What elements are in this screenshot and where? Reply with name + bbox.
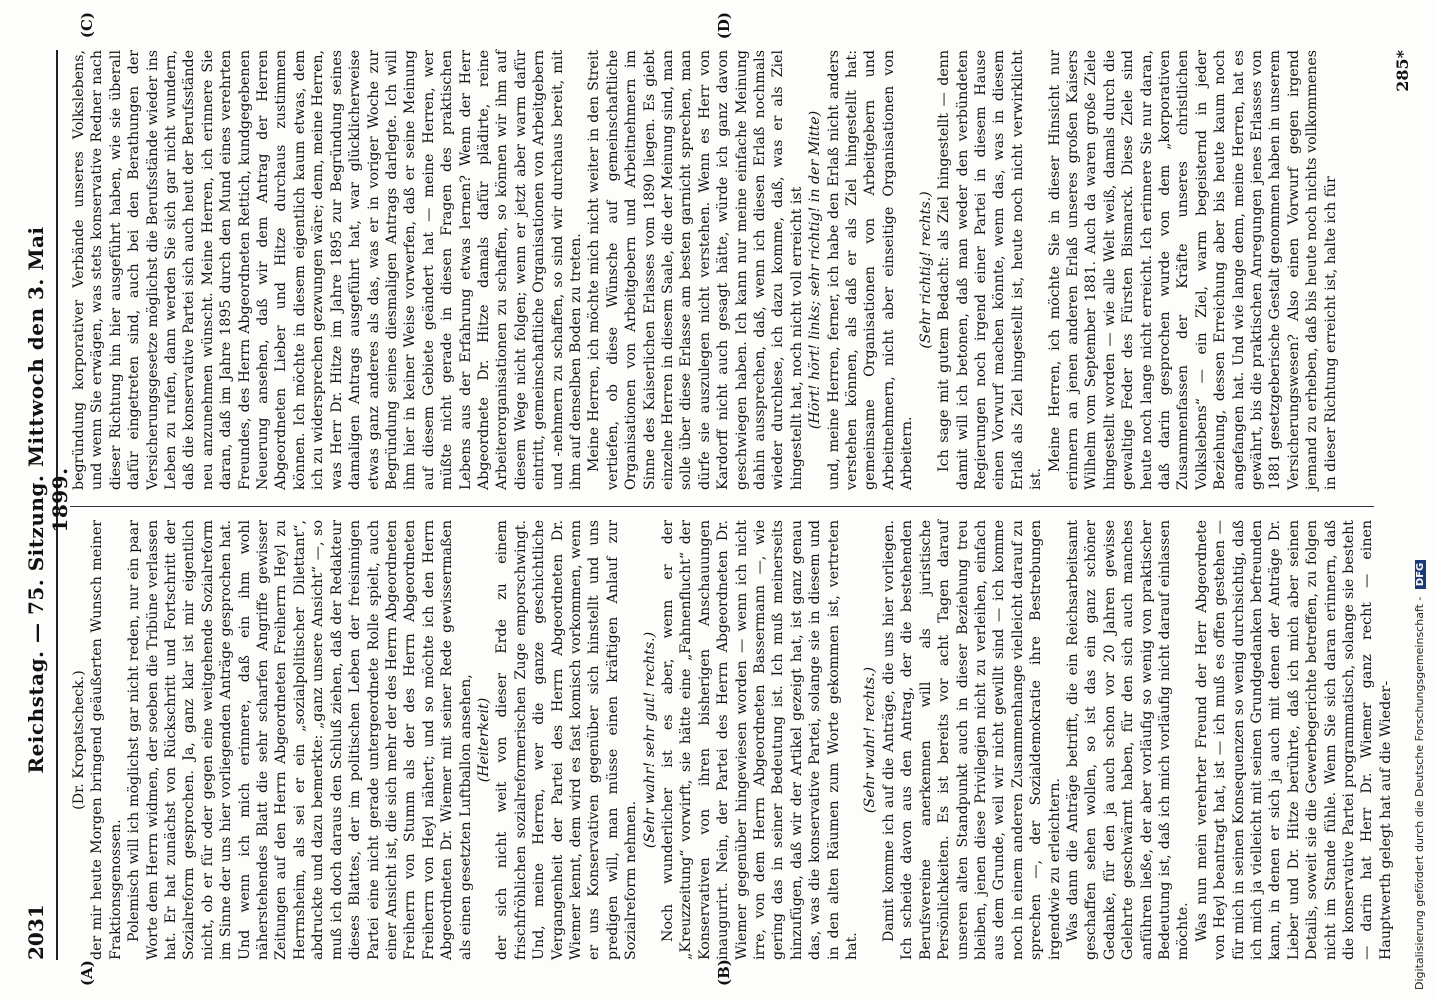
left-column	[70, 520, 1394, 960]
interjection: (Sehr wahr! rechts.)	[862, 666, 879, 814]
margin-mark-c: (C)	[78, 12, 96, 39]
interjection: (Heiterkeit)	[475, 697, 492, 783]
margin-mark-b: (B)	[715, 959, 733, 986]
right-column	[70, 50, 1374, 490]
interjection: (Hört! hört! links; sehr richtig! in der Mitte)	[807, 110, 824, 430]
page-number: 2031	[24, 904, 48, 960]
margin-mark-a: (A)	[78, 960, 96, 986]
credit-text: Digitalisierung gefördert durch die Deutsche Forschungsgemeinschaft -	[1413, 596, 1426, 990]
dfg-logo: DFG	[1415, 560, 1426, 589]
paragraph: Was dann die Anträge betrifft, die ein Reichsarbeitsamt geschaffen sehen wollen, so ist das ein ganz schöner Gedanke, für den ja auch schon vor 20 Jahren gewisse Gelehrte geschwärmt haben, für den sich auch manches anführen ließe, der aber vorläufig so wenig von praktischer Bedeutung ist, daß ich mich vorläufig nicht darauf einlassen möchte.	[1064, 520, 1192, 960]
paragraph: Meine Herren, ich möchte Sie in dieser Hinsicht nur erinnern an jenen anderen Erlaß unseres großen Kaisers Wilhelm vom September 1881. Auch da waren große Ziele hingestellt worden — wie alle Welt weiß, damals durch die gewaltige Feder des Fürsten Bismarck. Diese Ziele sind heute noch lange nicht erreicht. Ich erinnere Sie nur daran, daß darin gesprochen wurde von dem „korporativen Zusammenfassen der Kräfte unseres christlichen Volkslebens“ — ein Ziel, warm begeisternd in jeder Beziehung, dessen Erreichung aber bis heute kaum noch angefangen hat. Und wie lange denn, meine Herren, hat es gewährt, bis die praktischen Anregungen jenes Erlasses von 1881 gesetzgeberische Gestalt genommen haben in unserem Versicherungswesen? Also einen Vorwurf gegen irgend jemand zu erheben, daß bis heute noch nichts vollkommenes in dieser Richtung erreicht ist, halte ich für	[1046, 49, 1339, 490]
paragraph: der mir heute Morgen bringend geäußerten Wunsch meiner Fraktionsgenossen.	[89, 520, 124, 960]
paragraph: Meine Herren, ich möchte mich nicht weiter in den Streit vertiefen, ob diese Wünsche auf gemeinschaftliche Organisationen von Arbeitgebern und Arbeitnehmern im Sinne des Kaiserlichen Erlasses vom 1890 liegen. Es giebt einzelne Herren in diesem Saale, die der Meinung sind, man solle über diese Erlasse am besten garnicht sprechen, man dürfe sie auszulegen nicht verstehen. Wenn es Herr von Kardorff nicht auch gesagt hätte, würde ich ganz davon geschwiegen haben. Ich kann nur meine einfache Meinung dahin aussprechen, daß, wenn ich diesen Erlaß nochmals wieder durchlese, ich dazu komme, daß, was er als Ziel hingestellt hat, noch nicht voll erreicht ist	[586, 50, 805, 490]
session-title: Reichstag. — 75. Sitzung. Mittwoch den 3. Mai 1899.	[24, 226, 72, 774]
paragraph: Polemisch will ich möglichst gar nicht reden, nur ein paar Worte dem Herrn widmen, der soeben die Tribüne verlassen hat. Er hat zunächst von Rückschritt und Fortschritt der Sozialreform gesprochen. Ja, ganz klar ist mir eigentlich nicht, ob er für oder gegen eine weitgehende Sozialreform im Sinne der uns hier vorliegenden Anträge gesprochen hat. Und wenn ich mich erinnere, daß ein ihm wohl näherstehendes Blatt die sehr scharfen Angriffe gewisser Zeitungen auf den Herrn Abgeordneten Freiherrn Heyl zu Herrnsheim, als sei er ein „sozialpolitischer Dilettant“, abdruckte und dazu bemerkte: „ganz unsere Ansicht“ —, so muß ich doch daraus den Schluß ziehen, daß der Redakteur dieses Blattes, der im politischen Leben der freisinnigen Partei eine nicht gerade untergeordnete Rolle spielt, auch einer Ansicht ist, die sich mehr der des Herrn Abgeordneten Freiherrn von Stumm als der des Herrn Abgeordneten Freiherrn von Heyl nähert; und so möchte ich den Herrn Abgeordneten Dr. Wiemer mit seiner Rede gewissermaßen als einen gesetzten Luftballon ansehen,	[126, 520, 474, 960]
interjection: (Sehr wahr! sehr gut! rechts.)	[641, 631, 658, 849]
paragraph: begründung korporativer Verbände unseres Volkslebens, und wenn Sie erwägen, was stets konservative Redner nach dieser Richtung hin hier ausgeführt haben, wie sie überall dafür eingetreten sind, auch bei den Berathungen der Versicherungsgesetze möglichst die Berufsstände wieder ins Leben zu rufen, dann werden Sie sich gar nicht wundern, daß die konservative Partei sich auch heut der Berufsstände neu anzunehmen wünscht. Meine Herren, ich erinnere Sie daran, daß im Jahre 1895 durch den Mund eines verehrten Freundes, des Herrn Abgeordneten Rettich, kundgegebenen Neuerung ansehen, daß wir dem Antrag der Herren Abgeordneten Lieber und Hitze durchaus zustimmen können. Ich möchte in diesem eigentlich kaum etwas, dem ich zu widersprechen gezwungen wäre; denn, meine Herren, was Herr Dr. Hitze im Jahre 1895 zur Begründung seines damaligen Antrags ausgeführt hat, war glücklicherweise etwas ganz anderes als das, was er in voriger Woche zur Begründung seines diesmaligen Antrags darlegte. Ich will ihm hier in keiner Weise vorwerfen, daß er seine Meinung auf diesem Gebiete geändert hat — meine Herren, wer müßte nicht gerade in diesen Fragen des praktischen Lebens aus der Erfahrung etwas lernen? Wenn der Herr Abgeordnete Dr. Hitze damals dafür plädirte, reine Arbeiterorganisationen zu schaffen, so können wir ihm auf diesem Wege nicht folgen; wenn er jetzt aber warm dafür eintritt, gemeinschaftliche Organisationen von Arbeitgebern und -nehmern zu schaffen, so sind wir durchaus bereit, mit ihm auf denselben Boden zu treten.	[71, 49, 584, 490]
paragraph: Was nun mein verehrter Freund der Herr Abgeordnete von Heyl beantragt hat, ist — ich muß es offen gestehen — für mich in seinen Konsequenzen so wenig durchsichtig, daß ich mich ja vielleicht mit seinen Grundgedanken befreunden kann, in denen er sich ja auch mit denen der Anträge Dr. Lieber und Dr. Hitze berührte, daß ich mich aber seinen Details, soweit sie die Gewerbegerichte betreffen, zu folgen nicht im Stande fühle. Wenn Sie sich daran erinnern, daß die konservative Partei programmatisch, solange sie besteht — darin hat Herr Dr. Wiemer ganz recht — einen Hauptwerth gelegt hat auf die Wieder-	[1193, 520, 1394, 960]
text-columns	[70, 49, 1394, 960]
column-divider	[70, 506, 1374, 507]
paragraph: Noch wunderlicher ist es aber, wenn er der „Kreuzzeitung“ vorwirft, sie hätte eine „Fahnenflucht“ der Konservativen von ihren bisherigen Anschauungen inaugurirt. Nein, der Partei des Herrn Abgeordneten Dr. Wiemer gegenüber hingewiesen worden — wenn ich nicht irre, von dem Herrn Abgeordneten Bassermann —, wie gering das in seiner Bedeutung ist. Ich muß meinerseits hinzufügen, daß wir der Artikel gezeigt hat, ist ganz genau das, was die konservative Partei, solange sie in diesem und in den alten Räumen zum Worte gekommen ist, vertreten hat.	[660, 520, 861, 960]
paragraph: der sich nicht weit von dieser Erde zu einem frischfröhlichen sozialreformerischen Zuge emporschwingt. Und, meine Herren, wer die ganze geschichtliche Vergangenheit der Partei des Herrn Abgeordneten Dr. Wiemer kennt, dem wird es fast komisch vorkommen, wenn er uns Konservativen gegenüber sich hinstellt und uns predigen will, man müsse einen kräftigen Anlauf zur Sozialreform nehmen.	[494, 520, 640, 960]
signature-mark: 285*	[1393, 50, 1412, 92]
speaker-name: (Dr. Kropatscheck.)	[71, 670, 87, 810]
paragraph: Ich sage mit gutem Bedacht: als Ziel hingestellt — denn damit will ich betonen, daß man weder den verbündeten Regierungen noch irgend einer Partei in diesem Hause einen Vorwurf machen könnte, wenn das, was in diesem Erlaß als Ziel hingestellt ist, heute noch nicht verwirklicht ist.	[936, 50, 1045, 490]
paragraph: und, meine Herren, ferner, ich habe den Erlaß nicht anders verstehen können, als daß er als Ziel hingestellt hat: gemeinsame Organisationen von Arbeitgebern und Arbeitnehmern, nicht aber einseitige Organisationen von Arbeitern.	[825, 50, 916, 490]
interjection: (Sehr richtig! rechts.)	[917, 191, 934, 349]
paragraph: Damit komme ich auf die Anträge, die uns hier vorliegen. Ich scheide davon aus den Antrag, der die bestehenden Berufsvereine anerkennen will als juristische Persönlichkeiten. Es ist bereits vor acht Tagen darauf unseren alten Standpunkt auch in dieser Beziehung treu bleiben, jenen diese Privilegien nicht zu verleihen, einfach aus dem Grunde, weil wir nicht gewillt sind — ich komme noch in einem anderen Zusammenhange vielleicht darauf zu sprechen —, der Sozialdemokratie ihre Bestrebungen irgendwie zu erleichtern.	[880, 520, 1063, 960]
margin-mark-d: (D)	[715, 12, 733, 40]
page-header	[22, 50, 72, 960]
digitization-credit	[1413, 0, 1426, 990]
